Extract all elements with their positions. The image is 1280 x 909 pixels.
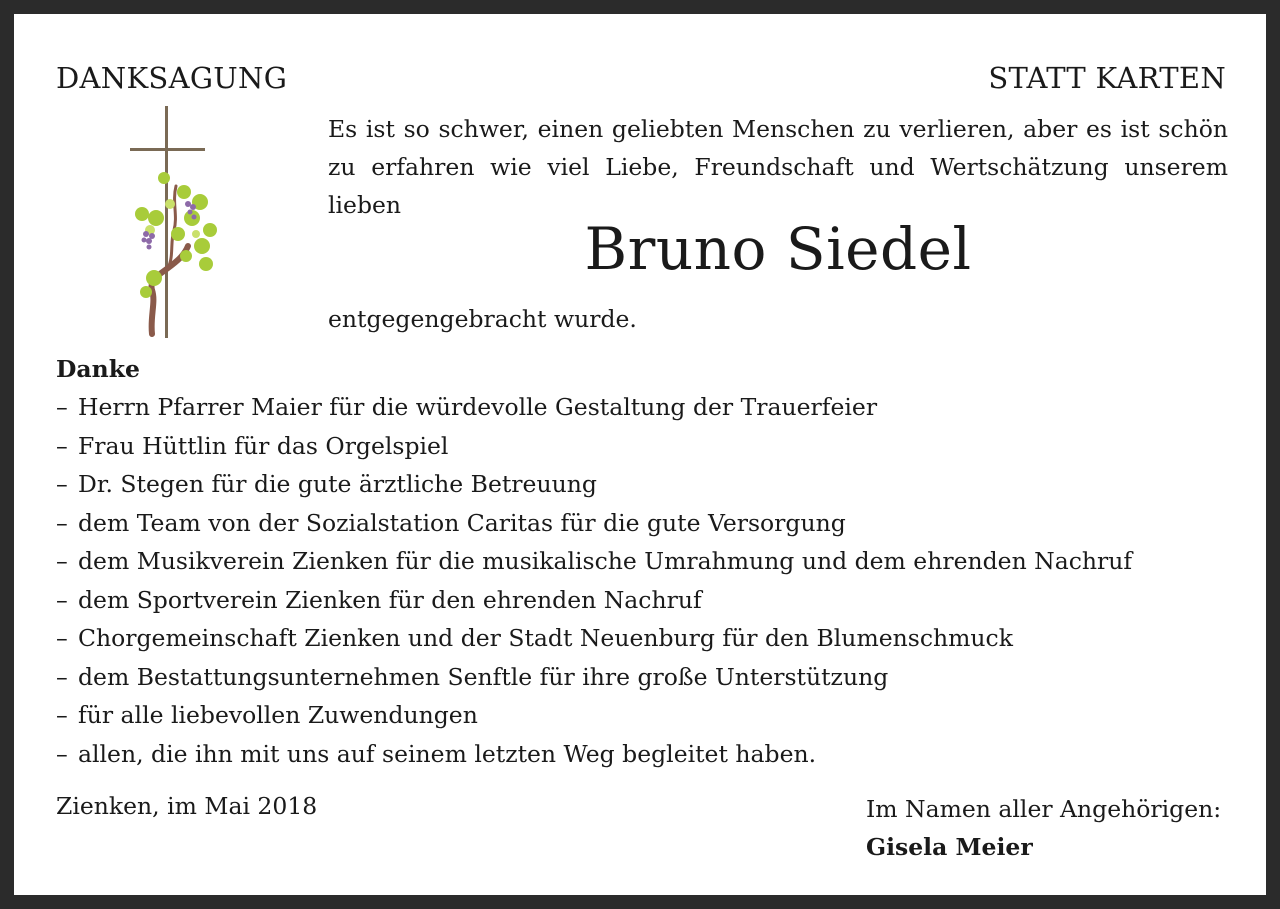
list-item: – Chorgemeinschaft Zienken und der Stadt Neuenburg für den Blumenschmuck — [56, 619, 1236, 658]
dash-bullet: – — [56, 701, 68, 729]
obituary-card — [14, 14, 1266, 895]
signer-name: Gisela Meier — [866, 833, 1033, 861]
list-item: – allen, die ihn mit uns auf seinem letzten Weg begleitet haben. — [56, 735, 1236, 774]
header-danksagung: DANKSAGUNG — [56, 61, 288, 95]
thanks-title: Danke — [56, 355, 140, 383]
dash-bullet: – — [56, 585, 68, 614]
list-item: – Frau Hüttlin für das Orgelspiel — [56, 427, 1236, 466]
thanks-list — [56, 388, 1236, 773]
dash-bullet: – — [56, 470, 68, 498]
list-item: – Herrn Pfarrer Maier für die würdevolle Gestaltung der Trauerfeier — [56, 388, 1236, 427]
intro-line-2: zu erfahren wie viel Liebe, Freundschaft und Wertschätzung unserem lieben — [328, 153, 1228, 219]
dash-bullet: – — [56, 431, 68, 460]
list-item: – Dr. Stegen für die gute ärztliche Betreuung — [56, 465, 1236, 504]
place-date: Zienken, im Mai 2018 — [56, 792, 318, 820]
signature-block — [866, 790, 1221, 866]
deceased-name: Bruno Siedel — [584, 215, 972, 283]
header-statt-karten: STATT KARTEN — [988, 61, 1226, 95]
list-item: – dem Musikverein Zienken für die musikalische Umrahmung und dem ehrenden Nachruf — [56, 542, 1236, 581]
dash-bullet: – — [56, 547, 68, 575]
thanks-section — [56, 354, 1236, 773]
dash-bullet: – — [56, 739, 68, 768]
after-name-text: entgegengebracht wurde. — [328, 305, 637, 333]
on-behalf-text: Im Namen aller Angehörigen: — [866, 795, 1222, 823]
dash-bullet: – — [56, 508, 68, 537]
intro-line-1: Es ist so schwer, einen geliebten Menschen zu verlieren, aber es ist schön — [328, 115, 1228, 143]
list-item: – für alle liebevollen Zuwendungen — [56, 696, 1236, 735]
intro-text — [328, 110, 1228, 224]
list-item: – dem Bestattungsunternehmen Senftle für ihre große Unterstützung — [56, 658, 1236, 697]
list-item: – dem Sportverein Zienken für den ehrenden Nachruf — [56, 581, 1236, 620]
list-item: – dem Team von der Sozialstation Caritas für die gute Versorgung — [56, 504, 1236, 543]
dash-bullet: – — [56, 624, 68, 652]
dash-bullet: – — [56, 393, 68, 421]
cross-with-grapevine-icon — [122, 106, 222, 338]
dash-bullet: – — [56, 662, 68, 691]
